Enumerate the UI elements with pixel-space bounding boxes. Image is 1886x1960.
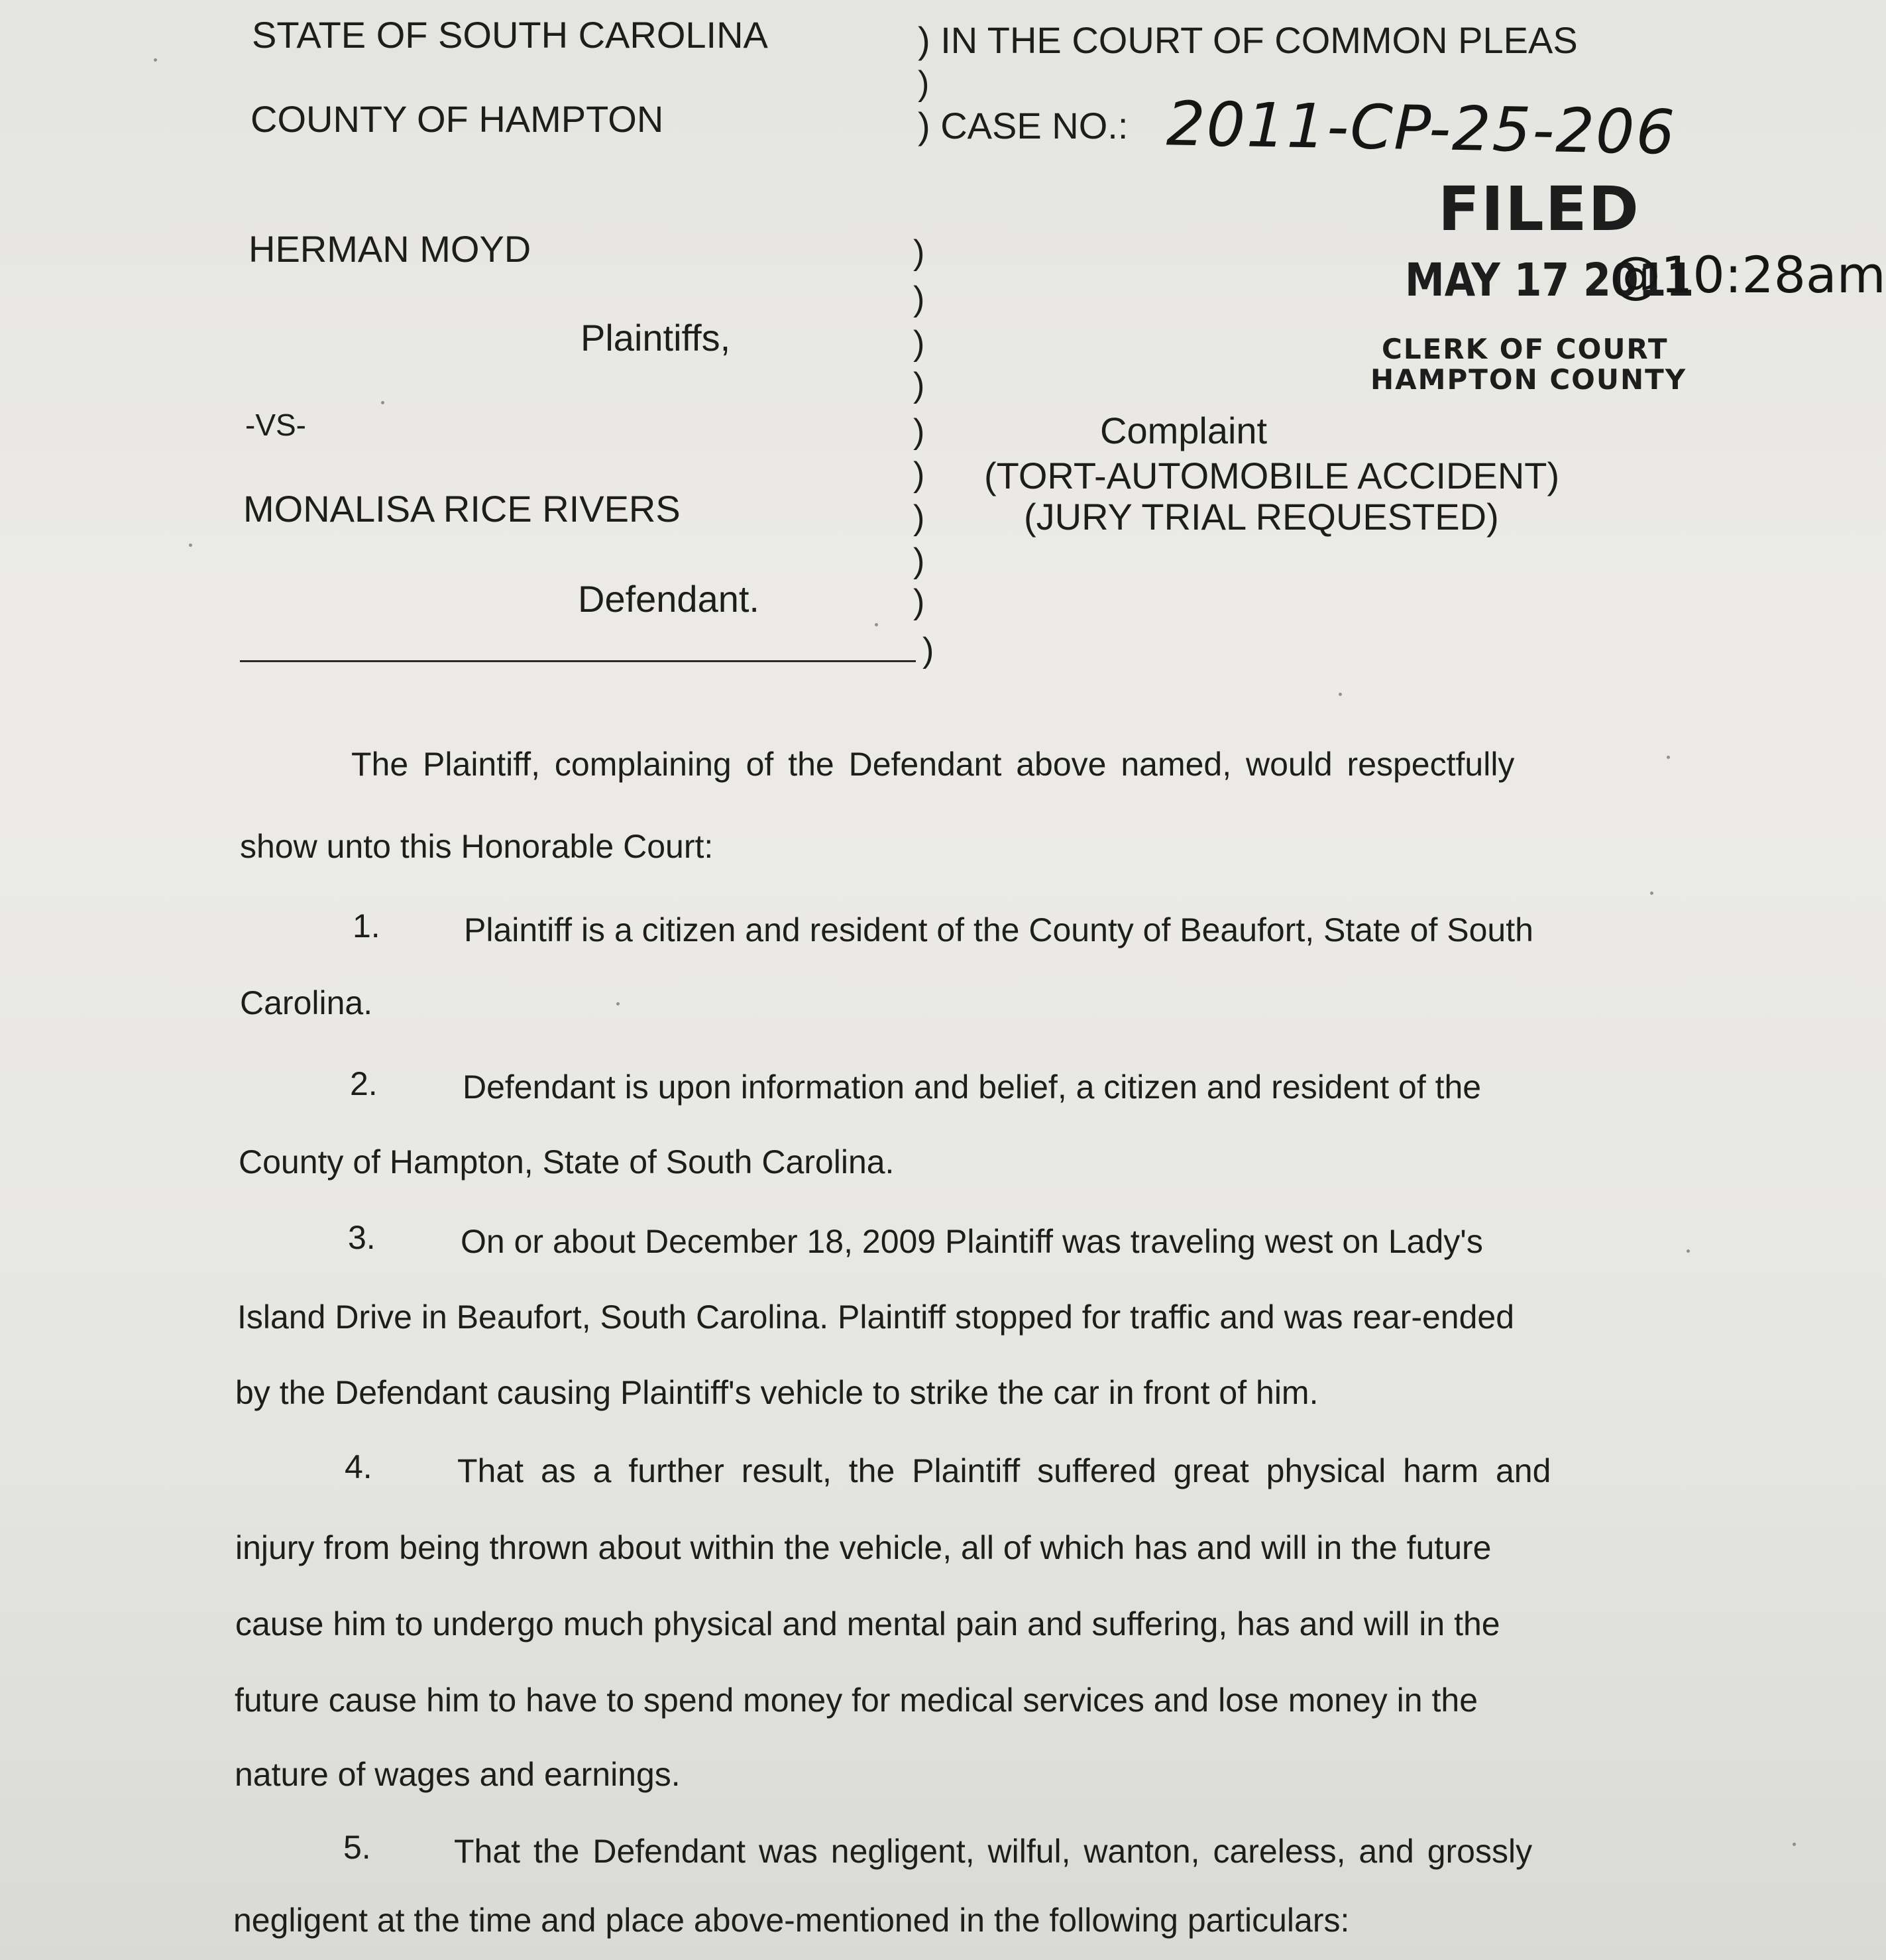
caption-paren: ) bbox=[913, 583, 925, 621]
filed-stamp: FILED bbox=[1438, 174, 1640, 245]
scan-speck bbox=[381, 401, 384, 404]
caption-paren: ) bbox=[913, 498, 925, 537]
defendant-role: Defendant. bbox=[578, 578, 759, 620]
paragraph-3-line-2: Island Drive in Beaufort, South Carolina. Plaintiff stopped for traffic and was rear-ended bbox=[237, 1298, 1515, 1336]
case-number-handwritten: 2011-CP-25-206 bbox=[1166, 88, 1677, 168]
paragraph-2-line-1: Defendant is upon information and belief, a citizen and resident of the bbox=[463, 1068, 1482, 1106]
scan-speck bbox=[154, 58, 157, 62]
document-title: Complaint bbox=[1100, 410, 1268, 451]
paragraph-5-line-1: That the Defendant was negligent, wilful, wanton, careless, and grossly bbox=[454, 1833, 1533, 1870]
case-number-label: ) CASE NO.: bbox=[918, 105, 1129, 146]
paragraph-number: 5. bbox=[343, 1829, 371, 1866]
court-heading: ) IN THE COURT OF COMMON PLEAS bbox=[918, 19, 1578, 61]
scan-speck bbox=[1650, 892, 1653, 895]
filed-time-handwritten: @10:28am bbox=[1610, 245, 1886, 304]
scan-speck bbox=[875, 623, 878, 626]
paragraph-1-line-2: Carolina. bbox=[240, 984, 373, 1021]
paragraph-number: 1. bbox=[353, 907, 380, 945]
caption-paren: ) bbox=[913, 412, 925, 451]
intro-line-1: The Plaintiff, complaining of the Defendant above named, would respectfully bbox=[351, 746, 1515, 783]
paragraph-3-line-3: by the Defendant causing Plaintiff's vehicle to strike the car in front of him. bbox=[235, 1374, 1319, 1411]
paragraph-4-line-3: cause him to undergo much physical and mental pain and suffering, has and will in the bbox=[235, 1605, 1500, 1643]
caption-paren: ) bbox=[918, 64, 930, 103]
paragraph-3-line-1: On or about December 18, 2009 Plaintiff was traveling west on Lady's bbox=[461, 1223, 1483, 1260]
paragraph-1-line-1: Plaintiff is a citizen and resident of the County of Beaufort, State of South bbox=[464, 911, 1533, 949]
paragraph-number: 3. bbox=[348, 1219, 376, 1256]
paragraph-number: 4. bbox=[345, 1448, 372, 1485]
caption-paren: ) bbox=[913, 542, 925, 580]
caption-paren: ) bbox=[913, 280, 925, 318]
paragraph-4-line-2: injury from being thrown about within the vehicle, all of which has and will in the future bbox=[235, 1529, 1492, 1566]
caption-paren: ) bbox=[913, 233, 925, 272]
plaintiff-role: Plaintiffs, bbox=[581, 317, 731, 359]
scan-speck bbox=[1687, 1249, 1690, 1253]
caption-paren: ) bbox=[922, 631, 934, 669]
intro-line-2: show unto this Honorable Court: bbox=[240, 828, 714, 865]
clerk-of-court: CLERK OF COURT bbox=[1382, 333, 1669, 365]
plaintiff-name: HERMAN MOYD bbox=[249, 228, 531, 270]
hampton-county-stamp: HAMPTON COUNTY bbox=[1370, 363, 1687, 396]
document-subtitle-tort: (TORT-AUTOMOBILE ACCIDENT) bbox=[984, 455, 1560, 496]
caption-paren: ) bbox=[913, 366, 925, 404]
paragraph-4-line-4: future cause him to have to spend money for medical services and lose money in the bbox=[235, 1682, 1478, 1719]
scan-speck bbox=[1793, 1843, 1796, 1846]
filed-date: MAY 17 2011 bbox=[1405, 253, 1694, 308]
scan-speck bbox=[1339, 693, 1342, 696]
scan-speck bbox=[1667, 756, 1670, 759]
paragraph-2-line-2: County of Hampton, State of South Carolina. bbox=[239, 1143, 895, 1181]
county-heading: COUNTY OF HAMPTON bbox=[250, 98, 664, 140]
document-subtitle-jury: (JURY TRIAL REQUESTED) bbox=[1024, 496, 1499, 538]
state-heading: STATE OF SOUTH CAROLINA bbox=[252, 14, 768, 56]
paragraph-4-line-5: nature of wages and earnings. bbox=[235, 1756, 681, 1793]
caption-underline bbox=[240, 660, 916, 662]
caption-paren: ) bbox=[913, 455, 925, 494]
paragraph-number: 2. bbox=[350, 1065, 378, 1102]
versus-label: -VS- bbox=[245, 408, 306, 442]
defendant-name: MONALISA RICE RIVERS bbox=[243, 488, 681, 530]
scan-speck bbox=[189, 544, 192, 547]
paragraph-5-line-2: negligent at the time and place above-mentioned in the following particulars: bbox=[233, 1902, 1350, 1939]
caption-paren: ) bbox=[913, 324, 925, 363]
scan-speck bbox=[616, 1002, 620, 1006]
paragraph-4-line-1: That as a further result, the Plaintiff suffered great physical harm and bbox=[457, 1452, 1551, 1489]
